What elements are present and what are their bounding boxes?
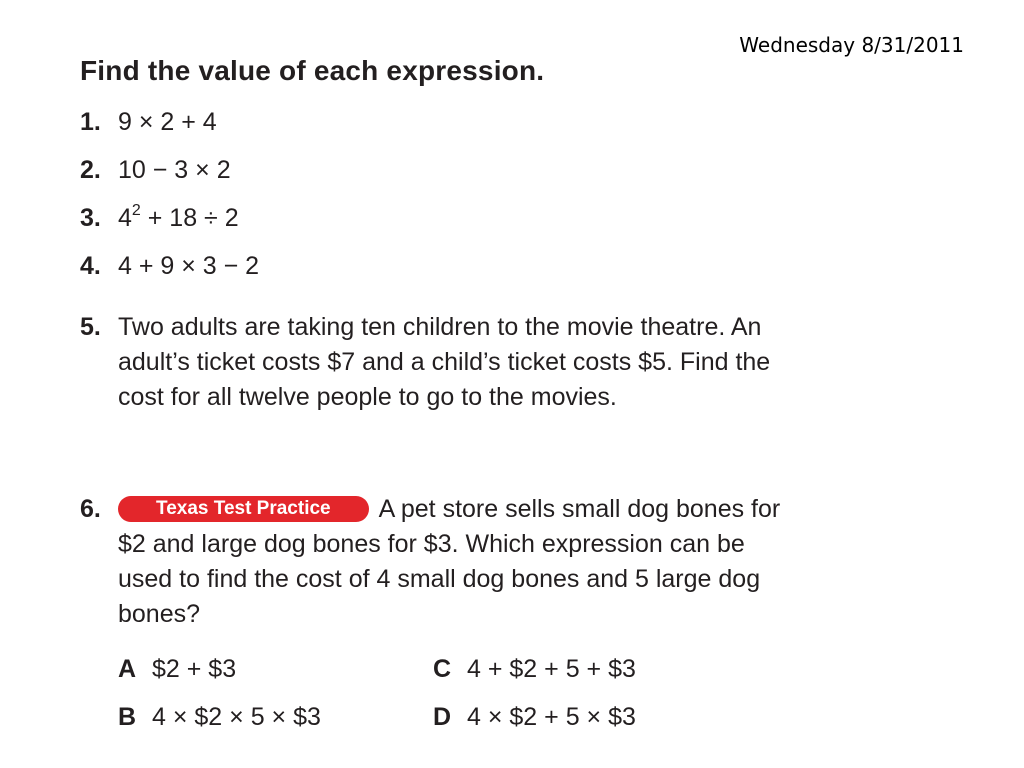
- problem-number: 6.: [80, 495, 101, 523]
- choice-b[interactable]: [118, 693, 433, 741]
- problem-2: [80, 153, 798, 188]
- choice-c[interactable]: [433, 645, 753, 693]
- problem-4: [80, 249, 798, 284]
- choice-text: 4 + $2 + 5 + $3: [467, 655, 636, 683]
- problem-3: [80, 201, 798, 236]
- choice-text: $2 + $3: [152, 655, 237, 683]
- problem-number: 5.: [80, 313, 101, 341]
- choice-d[interactable]: [433, 693, 753, 741]
- choice-letter: C: [433, 655, 452, 683]
- choice-letter: A: [118, 655, 137, 683]
- problem-6-text: A pet store sells small dog bones for $2 and large dog bones for $3. Which expression can be used to find the cost of 4 small dog bones and 5 large dog bones?: [118, 495, 781, 628]
- expression-rest: + 18 ÷ 2: [140, 204, 239, 232]
- page-heading: Find the value of each expression.: [80, 55, 545, 86]
- problem-expression: 10 − 3 × 2: [118, 156, 231, 184]
- expression-base: 4: [118, 204, 132, 232]
- problem-number: 3.: [80, 204, 101, 232]
- problem-number: 4.: [80, 252, 101, 280]
- problem-expression: [118, 201, 798, 236]
- choice-letter: D: [433, 703, 452, 731]
- choice-letter: B: [118, 703, 137, 731]
- problem-5: [80, 310, 798, 415]
- word-problem-text: Two adults are taking ten children to the movie theatre. An adult’s ticket costs $7 and a child’s ticket costs $5. Find the cost for all twelve people to go to the movies.: [118, 313, 771, 411]
- date-label: Wednesday 8/31/2011: [739, 33, 964, 57]
- problem-number: 2.: [80, 156, 101, 184]
- problem-expression: 9 × 2 + 4: [118, 108, 217, 136]
- choice-text: 4 × $2 + 5 × $3: [467, 703, 636, 731]
- word-problem-text: [118, 492, 798, 632]
- choice-a[interactable]: [118, 645, 433, 693]
- expression-exponent: 2: [131, 201, 141, 219]
- problem-6: [80, 492, 798, 632]
- problem-expression: 4 + 9 × 3 − 2: [118, 252, 260, 280]
- problem-number: 1.: [80, 108, 101, 136]
- problem-1: [80, 105, 798, 140]
- choice-text: 4 × $2 × 5 × $3: [152, 703, 321, 731]
- answer-choices: [118, 645, 753, 741]
- test-practice-badge: Texas Test Practice: [118, 496, 369, 522]
